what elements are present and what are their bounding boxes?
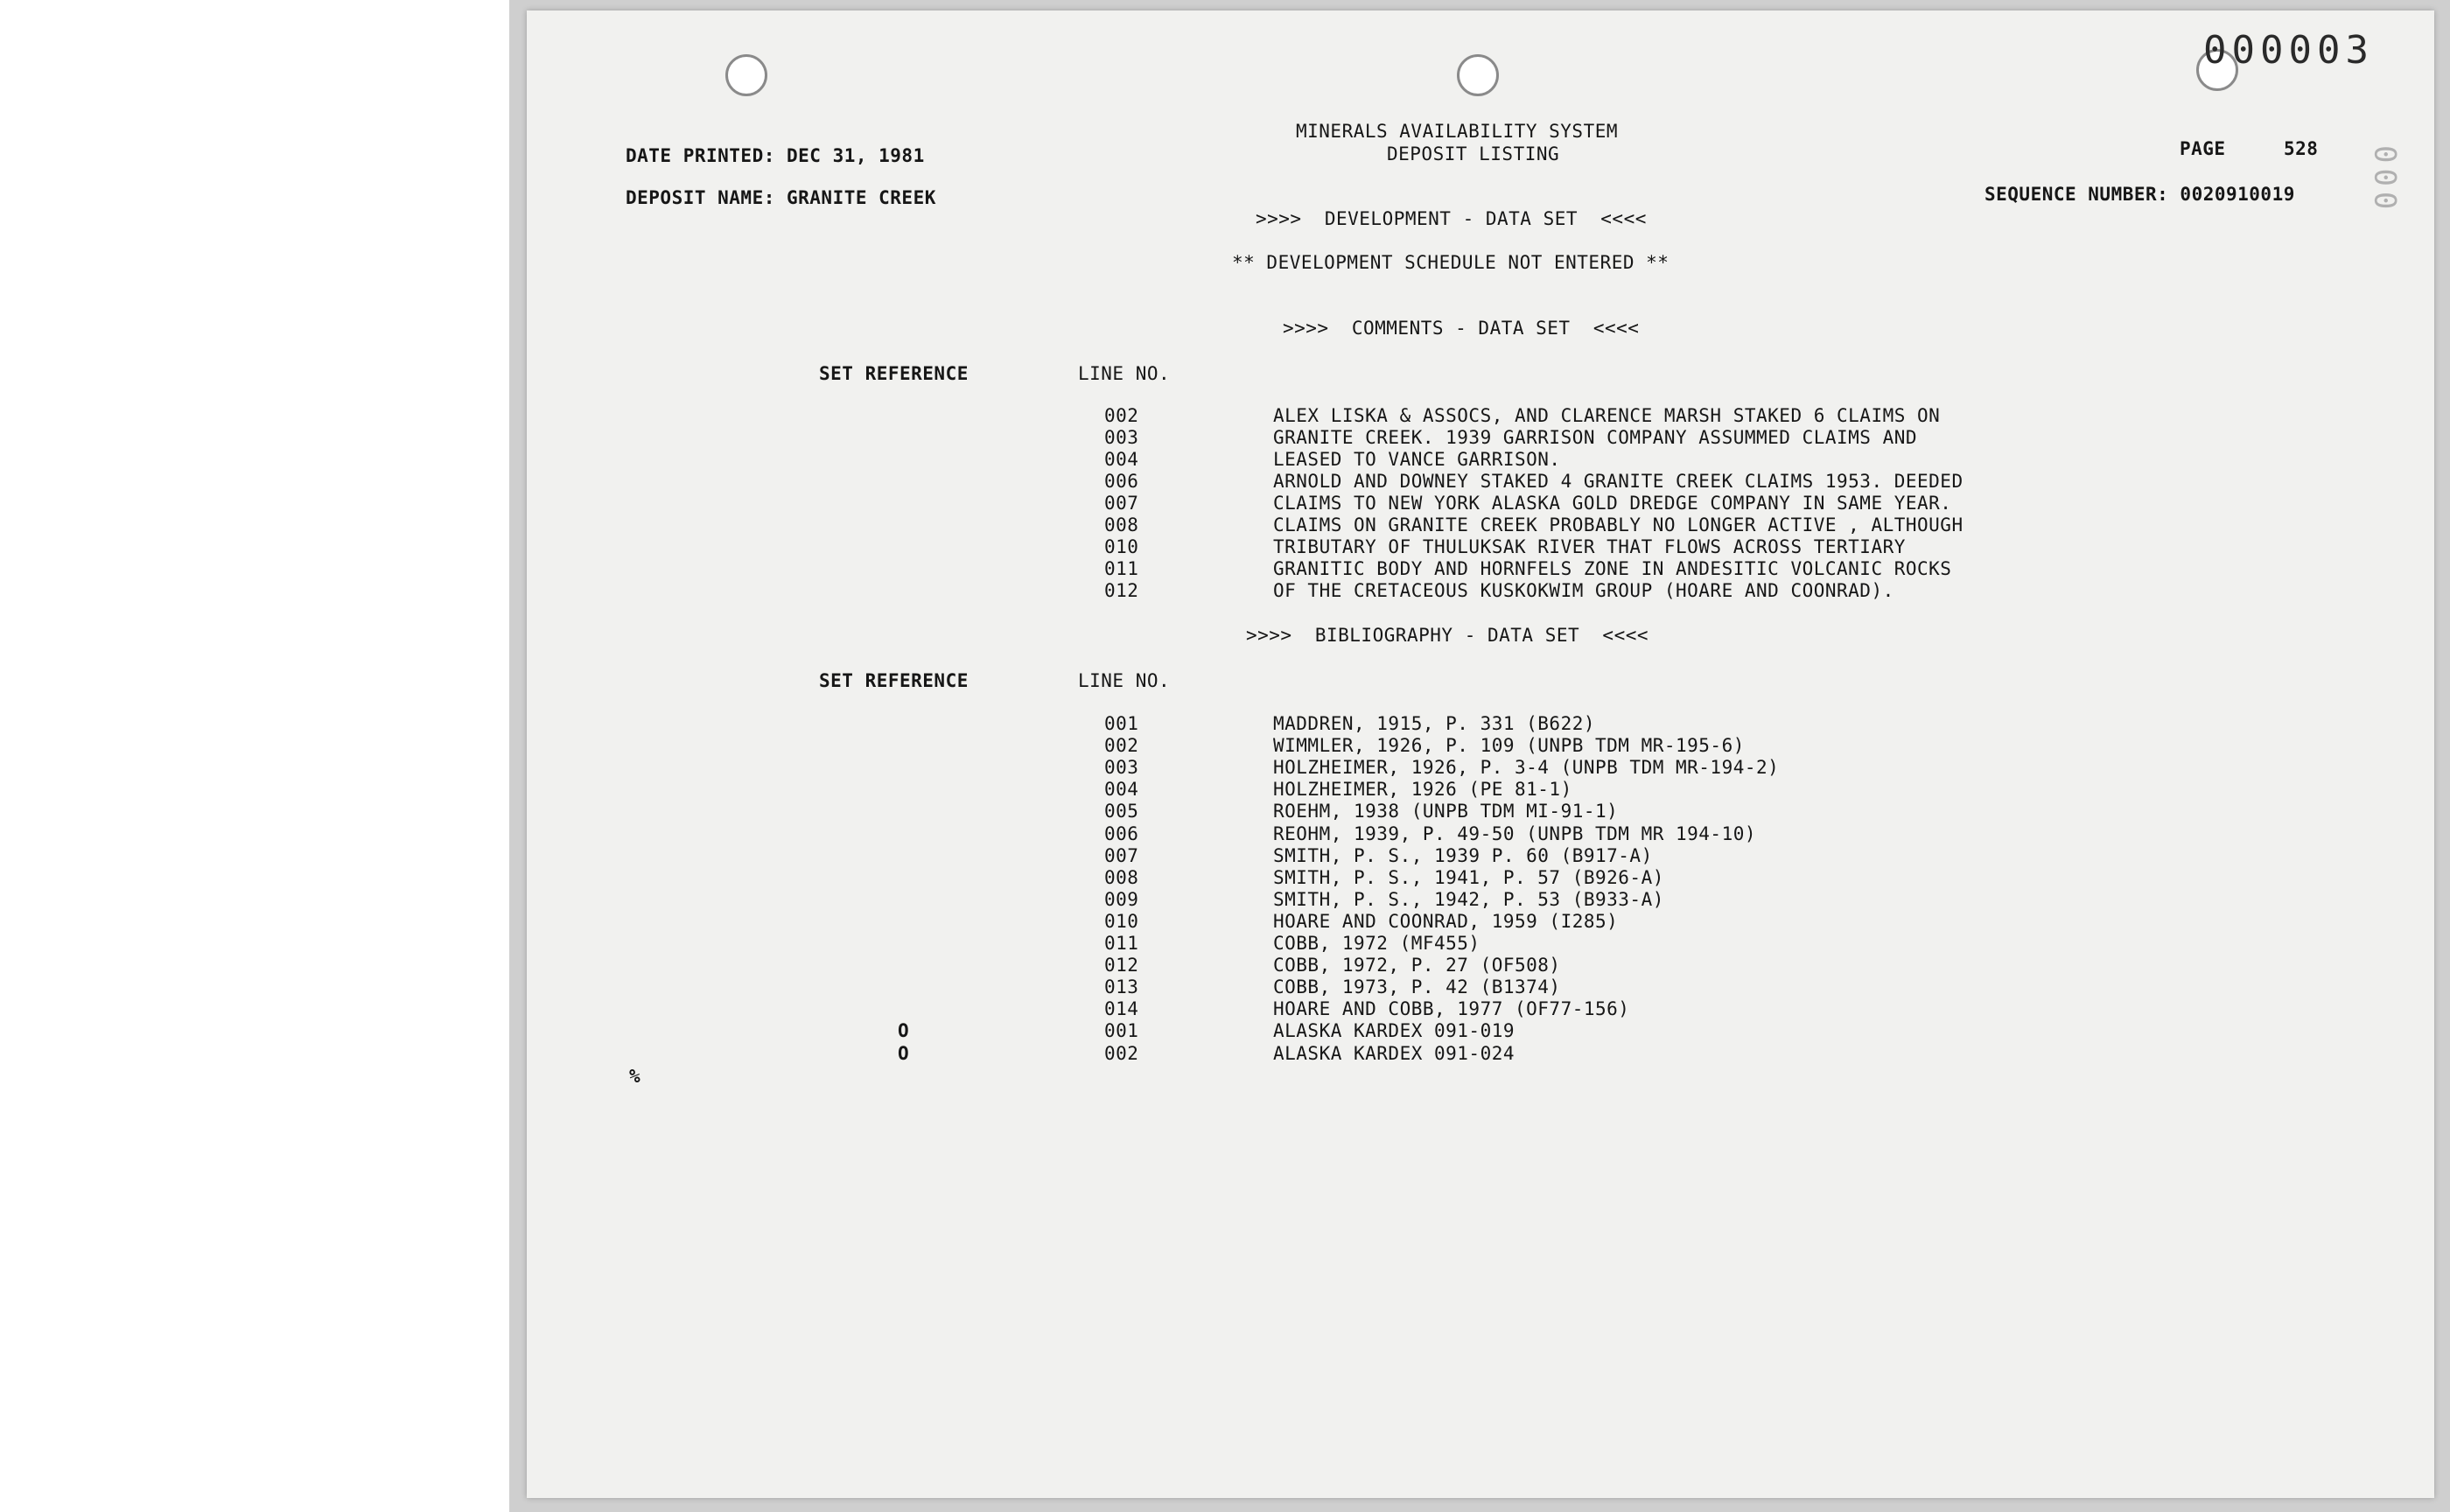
line-number-cell: 009 — [1104, 888, 1139, 910]
end-marker: % — [629, 1066, 641, 1087]
row-text-cell: HOARE AND COBB, 1977 (OF77-156) — [1273, 998, 1630, 1020]
set-reference-cell: O — [898, 1042, 910, 1064]
punch-hole-left — [725, 54, 767, 96]
row-text-cell: ALASKA KARDEX 091-024 — [1273, 1042, 1516, 1064]
row-text-cell: GRANITIC BODY AND HORNFELS ZONE IN ANDESITIC VOLCANIC ROCKS — [1273, 558, 1952, 579]
line-number-cell: 008 — [1104, 514, 1139, 536]
line-number-cell: 004 — [1104, 779, 1139, 801]
line-number-cell: 010 — [1104, 910, 1139, 932]
row-text-cell: SMITH, P. S., 1942, P. 53 (B933-A) — [1273, 888, 1664, 910]
row-text-cell: COBB, 1972, P. 27 (OF508) — [1273, 955, 1561, 976]
line-number-cell: 011 — [1104, 933, 1139, 954]
line-number-cell: 002 — [1104, 405, 1139, 426]
bibliography-heading: >>>> BIBLIOGRAPHY - DATA SET <<<< — [1246, 625, 1649, 646]
row-text-cell: WIMMLER, 1926, P. 109 (UNPB TDM MR-195-6) — [1273, 735, 1745, 757]
date-printed: DATE PRINTED: DEC 31, 1981 — [626, 145, 925, 166]
line-number-cell: 003 — [1104, 757, 1139, 779]
line-number-cell: 007 — [1104, 493, 1139, 514]
line-number-cell: 013 — [1104, 976, 1139, 998]
row-text-cell: COBB, 1973, P. 42 (B1374) — [1273, 976, 1561, 998]
line-number-cell: 014 — [1104, 998, 1139, 1020]
development-heading: >>>> DEVELOPMENT - DATA SET <<<< — [1256, 208, 1647, 229]
set-reference-cell: O — [898, 1020, 910, 1042]
row-text-cell: SMITH, P. S., 1941, P. 57 (B926-A) — [1273, 866, 1664, 888]
page-stamp-number: 000003 — [2203, 28, 2374, 73]
row-text-cell: ALEX LISKA & ASSOCS, AND CLARENCE MARSH STAKED 6 CLAIMS ON — [1273, 405, 1941, 426]
line-number-cell: 010 — [1104, 536, 1139, 557]
row-text-cell: HOARE AND COONRAD, 1959 (I285) — [1273, 910, 1619, 932]
development-note: ** DEVELOPMENT SCHEDULE NOT ENTERED ** — [1232, 252, 1670, 273]
row-text-cell: TRIBUTARY OF THULUKSAK RIVER THAT FLOWS ACROSS TERTIARY — [1273, 536, 1906, 557]
listing-title: DEPOSIT LISTING — [1387, 144, 1560, 164]
comments-col-set-reference: SET REFERENCE — [819, 363, 969, 384]
row-text-cell: CLAIMS ON GRANITE CREEK PROBABLY NO LONGER ACTIVE , ALTHOUGH — [1273, 514, 1964, 536]
line-number-cell: 003 — [1104, 427, 1139, 448]
row-text-cell: CLAIMS TO NEW YORK ALASKA GOLD DREDGE COMPANY IN SAME YEAR. — [1273, 493, 1952, 514]
comments-col-line-no: LINE NO. — [1078, 363, 1171, 384]
line-number-cell: 006 — [1104, 822, 1139, 844]
line-number-cell: 001 — [1104, 1020, 1139, 1042]
comments-heading: >>>> COMMENTS - DATA SET <<<< — [1283, 318, 1640, 339]
line-number-cell: 001 — [1104, 713, 1139, 734]
bibliography-col-line-no: LINE NO. — [1078, 670, 1171, 691]
deposit-name: DEPOSIT NAME: GRANITE CREEK — [626, 187, 936, 208]
row-text-cell: ROEHM, 1938 (UNPB TDM MI-91-1) — [1273, 801, 1619, 822]
line-number-cell: 002 — [1104, 735, 1139, 757]
row-text-cell: SMITH, P. S., 1939 P. 60 (B917-A) — [1273, 844, 1653, 866]
line-number-cell: 002 — [1104, 1042, 1139, 1064]
row-text-cell: LEASED TO VANCE GARRISON. — [1273, 449, 1561, 470]
line-number-cell: 005 — [1104, 801, 1139, 822]
line-number-cell: 008 — [1104, 866, 1139, 888]
line-number-cell: 007 — [1104, 844, 1139, 866]
row-text-cell: OF THE CRETACEOUS KUSKOKWIM GROUP (HOARE AND COONRAD). — [1273, 580, 1894, 601]
row-text-cell: COBB, 1972 (MF455) — [1273, 933, 1480, 954]
line-number-cell: 004 — [1104, 449, 1139, 470]
row-text-cell: ALASKA KARDEX 091-019 — [1273, 1020, 1516, 1042]
page-number: 528 — [2284, 138, 2319, 159]
punch-hole-center — [1457, 54, 1499, 96]
line-number-cell: 011 — [1104, 558, 1139, 579]
row-text-cell: GRANITE CREEK. 1939 GARRISON COMPANY ASSUMMED CLAIMS AND — [1273, 427, 1918, 448]
side-stamp-number: 000 — [2370, 140, 2404, 210]
system-title: MINERALS AVAILABILITY SYSTEM — [1296, 121, 1619, 142]
row-text-cell: REOHM, 1939, P. 49-50 (UNPB TDM MR 194-10) — [1273, 822, 1757, 844]
sequence-number: SEQUENCE NUMBER: 0020910019 — [1984, 184, 2295, 205]
row-text-cell: HOLZHEIMER, 1926, P. 3-4 (UNPB TDM MR-194-2) — [1273, 757, 1780, 779]
line-number-cell: 012 — [1104, 955, 1139, 976]
line-number-cell: 012 — [1104, 580, 1139, 601]
row-text-cell: ARNOLD AND DOWNEY STAKED 4 GRANITE CREEK CLAIMS 1953. DEEDED — [1273, 471, 1964, 492]
row-text-cell: MADDREN, 1915, P. 331 (B622) — [1273, 713, 1596, 734]
line-number-cell: 006 — [1104, 471, 1139, 492]
bibliography-col-set-reference: SET REFERENCE — [819, 670, 969, 691]
page-label: PAGE — [2180, 138, 2226, 159]
row-text-cell: HOLZHEIMER, 1926 (PE 81-1) — [1273, 779, 1572, 801]
